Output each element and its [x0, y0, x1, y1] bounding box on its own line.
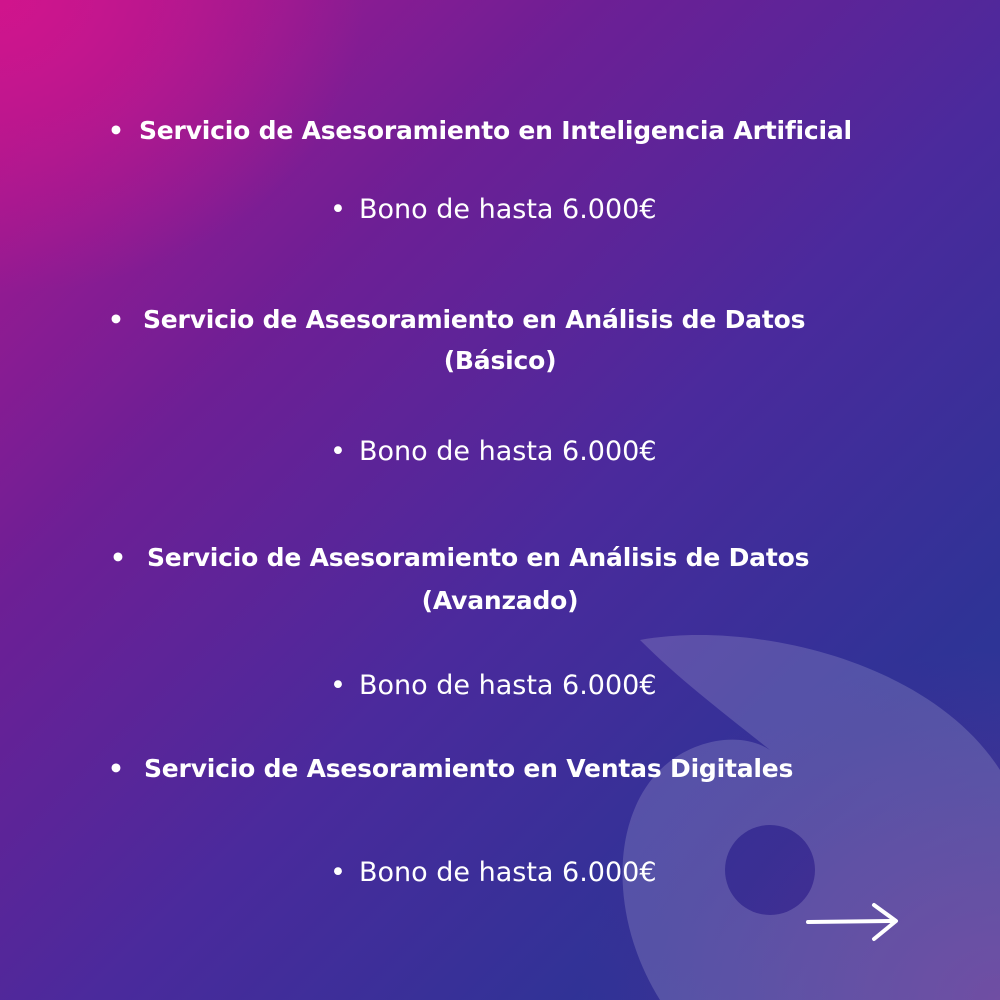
bullet: •: [330, 436, 346, 467]
service-ai-label: Servicio de Asesoramiento en Inteligencia Artificial: [139, 116, 852, 145]
bonus-amount: Bono de hasta 6.000€: [359, 436, 657, 467]
bonus-amount: Bono de hasta 6.000€: [359, 194, 657, 225]
bonus-amount: Bono de hasta 6.000€: [359, 857, 657, 888]
service-data-basic-subtitle: (Básico): [443, 346, 557, 375]
bonus-amount: Bono de hasta 6.000€: [359, 670, 657, 701]
service-data-advanced-subtitle: (Avanzado): [421, 586, 579, 615]
service-data-advanced-label: Servicio de Asesoramiento en Análisis de Datos: [147, 543, 810, 572]
service-data-basic-label: Servicio de Asesoramiento en Análisis de Datos: [143, 305, 806, 334]
bullet: •: [330, 670, 346, 701]
rocket-icon: [600, 620, 1000, 1000]
bullet: •: [108, 305, 124, 334]
bullet: •: [110, 543, 126, 572]
service-sales-label: Servicio de Asesoramiento en Ventas Digitales: [144, 754, 794, 783]
bullet: •: [108, 754, 124, 783]
bullet: •: [330, 194, 346, 225]
arrow-right-icon[interactable]: [806, 900, 902, 944]
bullet: •: [108, 116, 124, 145]
bullet: •: [330, 857, 346, 888]
